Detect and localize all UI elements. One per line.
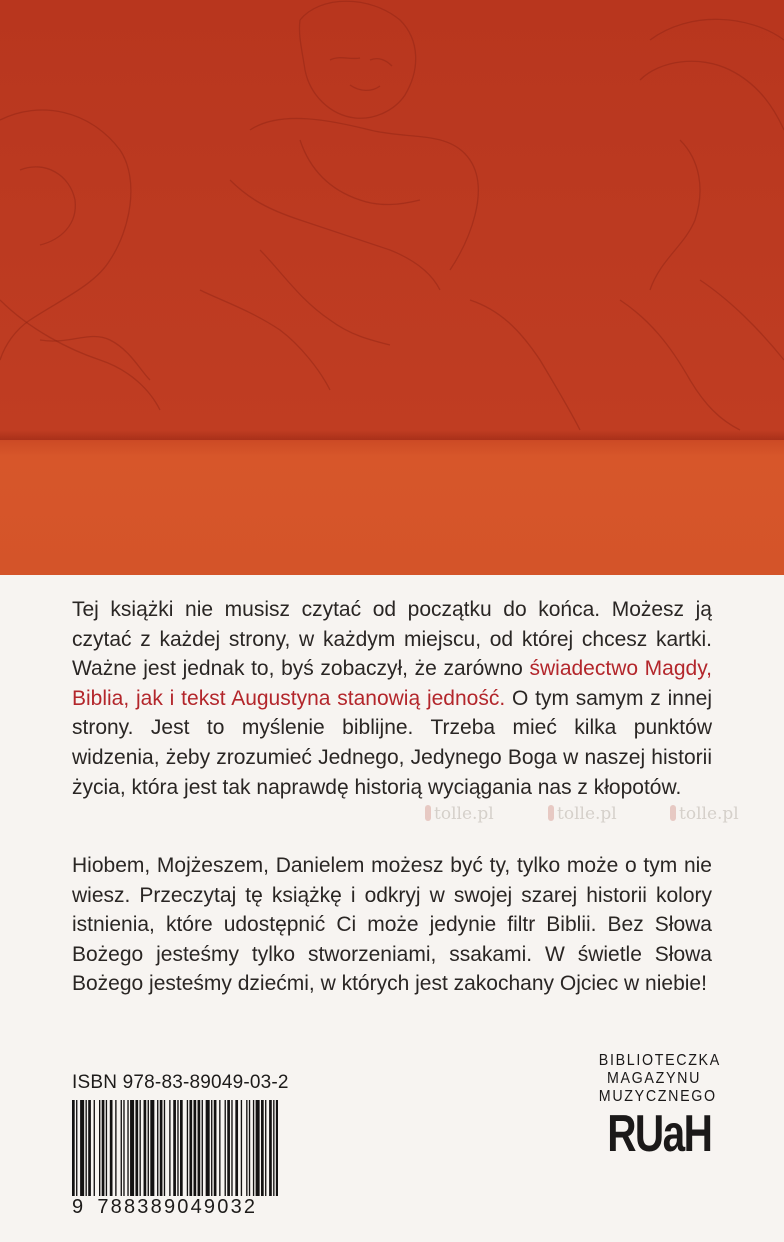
barcode-bar [269,1100,272,1196]
barcode-bar [72,1100,75,1196]
description-paragraph-1 [72,595,712,802]
barcode-bar [94,1100,95,1196]
barcode-bar [106,1100,107,1196]
paragraph-1-text: Tej książki nie musisz czytać od początku do końca. Możesz ją czytać z każdej strony, w każdym miejscu, od której chcesz kartki. Ważne jest jednak to, byś zobaczył, że zarówno [72,598,712,681]
watermark-logo-icon [670,805,676,821]
barcode-bar [214,1100,217,1196]
watermark-text: tolle.pl [434,804,494,824]
barcode-bar [225,1100,226,1196]
publisher-logo [594,1052,721,1163]
barcode-first-digit: 9 [72,1196,86,1218]
barcode-bar [86,1100,87,1196]
watermark-logo-icon [548,805,554,821]
barcode-bar [180,1100,183,1196]
barcode-bar [256,1100,260,1196]
orange-band [0,440,784,575]
watermark [670,804,739,824]
barcode-group-1: 788389 [97,1196,178,1218]
barcode-digits [72,1196,292,1219]
description-paragraph-2: Hiobem, Mojżeszem, Danielem możesz być ty, tylko może o tym nie wiesz. Przeczytaj tę książkę i odkryj w swojej szarej historii kolory istnienia, które udostępnić Ci może jedynie filtr Biblii. Bez Słowa Bożego jesteśmy tylko stworzeniami, ssakami. W świetle Słowa Bożego jesteśmy dziećmi, w których jest zakochany Ojciec w niebie! [72,854,712,996]
barcode-bar [150,1100,154,1196]
barcode-bar [253,1100,254,1196]
barcode-bar [265,1100,266,1196]
logo-line-3: MUZYCZNEGO [598,1088,717,1105]
barcode-bar [102,1100,105,1196]
barcode-bar [169,1100,170,1196]
barcode-bar [198,1100,201,1196]
barcode-bar [164,1100,165,1196]
barcode-bar [194,1100,197,1196]
isbn-label: ISBN 978-83-89049-03-2 [72,1072,289,1093]
paragraph-1-text-end: O tym samym z innej strony. Jest to myślenie biblijne. Trzeba mieć kilka punktów widzenia, żeby zrozumieć Jednego, Jedynego Boga w naszej historii życia, która jest tak naprawdę historią wyciągania nas z kłopotów. [72,686,712,799]
barcode-bar [123,1100,124,1196]
barcode-bar [110,1100,113,1196]
barcode-bar [99,1100,100,1196]
logo-line-2: MAGAZYNU [606,1070,702,1087]
barcode-bar [227,1100,230,1196]
barcode-bar [130,1100,134,1196]
cover-illustration [0,0,784,575]
barcode-bar [276,1100,278,1196]
barcode-bar [202,1100,203,1196]
barcode-bar [235,1100,238,1196]
paragraph-1-highlight: świadectwo Magdy, Biblia, jak i tekst Augustyna stanowią jedność. [72,657,712,710]
barcode-bar [144,1100,147,1196]
barcode-bar [177,1100,178,1196]
barcode-bar [121,1100,122,1196]
watermark-text: tolle.pl [557,804,617,824]
barcode [72,1100,278,1200]
barcode-bar [187,1100,188,1196]
barcode-bar [246,1100,247,1196]
barcode-bar [206,1100,210,1196]
barcode-bar [173,1100,176,1196]
barcode-bar [231,1100,232,1196]
barcode-bar [148,1100,149,1196]
barcode-bar [211,1100,212,1196]
watermark [425,804,494,824]
barcode-group-2: 049032 [177,1196,258,1218]
barcode-bar [157,1100,158,1196]
barcode-bar [88,1100,91,1196]
watermark [548,804,617,824]
barcode-bar [80,1100,84,1196]
watermark-text: tolle.pl [679,804,739,824]
barcode-bar [135,1100,138,1196]
barcode-bar [127,1100,128,1196]
barcode-bar [273,1100,274,1196]
barcode-bar [241,1100,242,1196]
barcode-bar [140,1100,141,1196]
barcode-bar [219,1100,220,1196]
barcode-bar [261,1100,264,1196]
barcode-bar [189,1100,192,1196]
barcode-bar [249,1100,250,1196]
logo-line-1: BIBLIOTECZKA [598,1052,721,1069]
barcode-bar [160,1100,163,1196]
logo-brand: RUaH [607,1105,712,1163]
barcode-bar [115,1100,116,1196]
watermark-logo-icon [425,805,431,821]
barcode-bar [76,1100,77,1196]
